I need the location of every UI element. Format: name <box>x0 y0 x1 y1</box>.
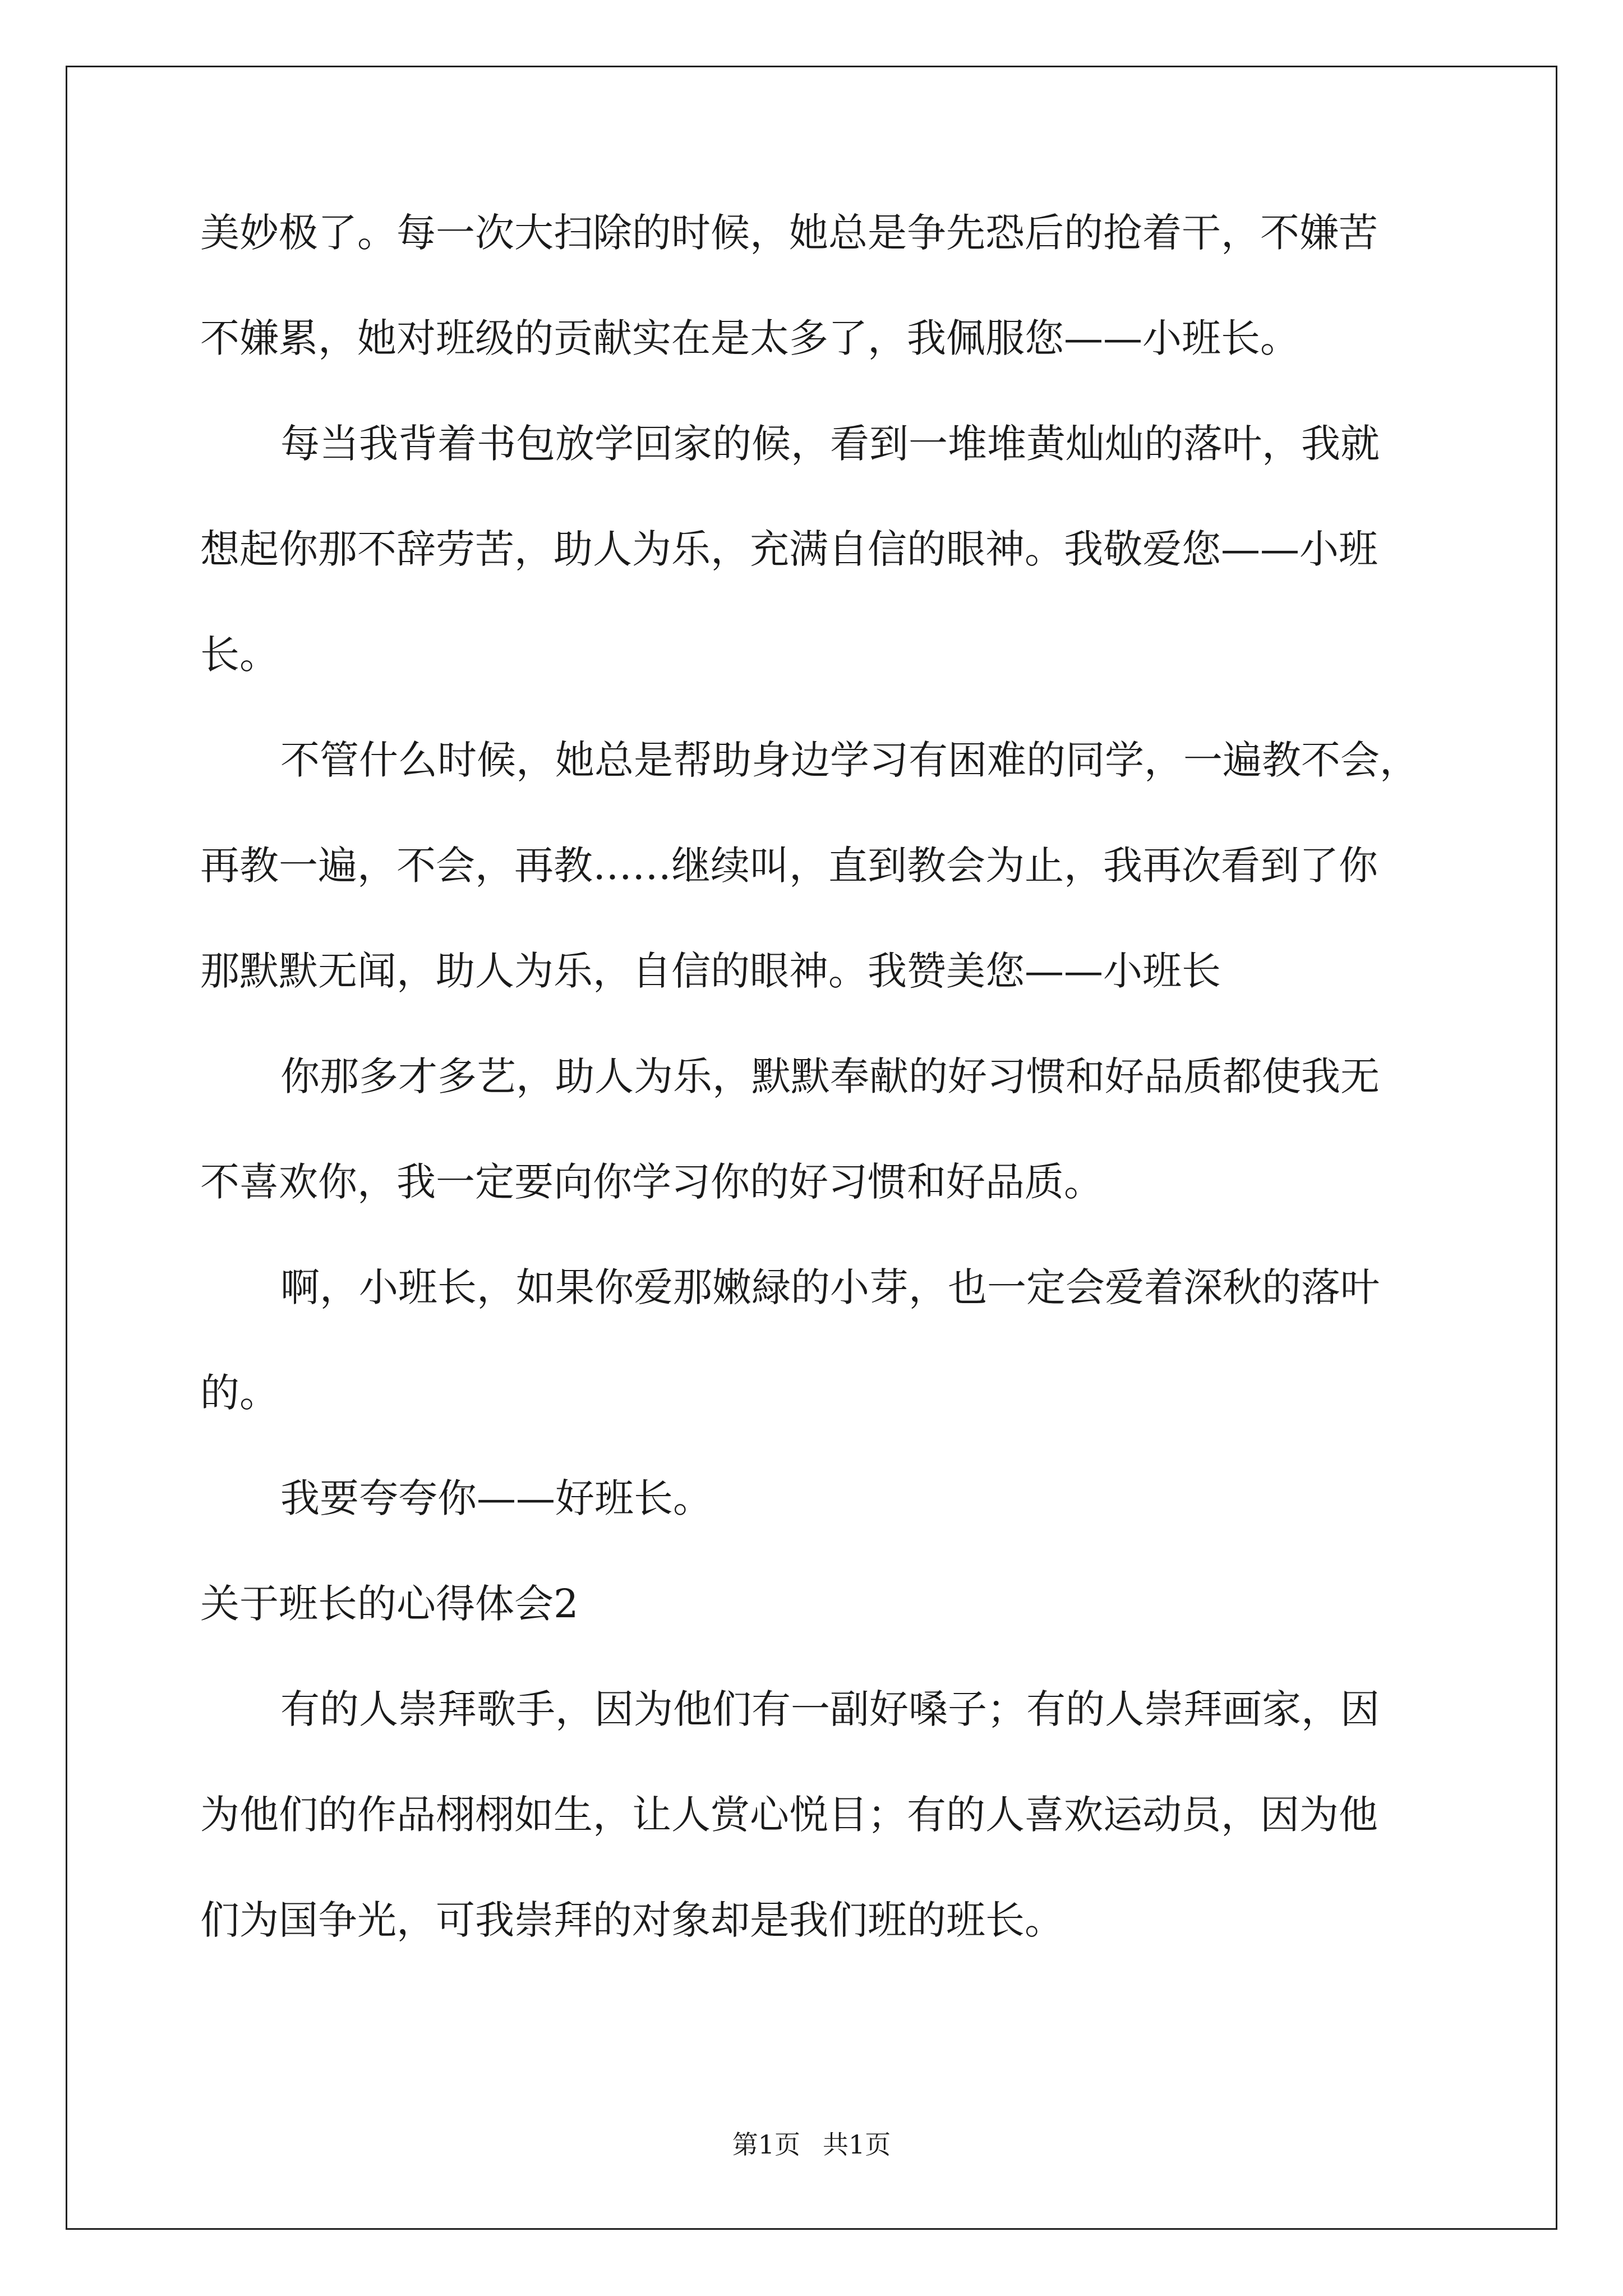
text-line: 我要夸夸你——好班长。 <box>280 1475 712 1521</box>
text-line: 的。 <box>200 1370 279 1416</box>
page-number: 第1页 <box>732 2129 800 2160</box>
text-line: 不喜欢你，我一定要向你学习你的好习惯和好品质。 <box>200 1159 1103 1205</box>
text-line: 再教一遍，不会，再教……继续叫，直到教会为止，我再次看到了你 <box>200 843 1378 889</box>
text-line: 想起你那不辞劳苦，助人为乐，充满自信的眼神。我敬爱您——小班 <box>200 526 1378 572</box>
section-heading: 关于班长的心得体会2 <box>200 1581 579 1627</box>
page-footer <box>0 2129 1623 2160</box>
text-line: 们为国争光，可我崇拜的对象却是我们班的班长。 <box>200 1897 1064 1943</box>
text-line: 不嫌累，她对班级的贡献实在是太多了，我佩服您——小班长。 <box>200 315 1299 361</box>
document-body <box>200 210 1434 2006</box>
text-line: 啊，小班长，如果你爱那嫩緑的小芽，也一定会爱着深秋的落叶 <box>280 1264 1380 1310</box>
text-line: 每当我背着书包放学回家的候，看到一堆堆黄灿灿的落叶，我就 <box>280 421 1380 467</box>
text-line: 有的人崇拜歌手，因为他们有一副好嗓子；有的人崇拜画家，因 <box>280 1686 1380 1732</box>
text-line: 美妙极了。每一次大扫除的时候，她总是争先恐后的抢着干，不嫌苦 <box>200 210 1378 256</box>
text-line: 那默默无闻，助人为乐，自信的眼神。我赞美您——小班长 <box>200 948 1221 994</box>
text-line: 你那多才多艺，助人为乐，默默奉献的好习惯和好品质都使我无 <box>280 1053 1380 1099</box>
text-line: 为他们的作品栩栩如生，让人赏心悦目；有的人喜欢运动员，因为他 <box>200 1792 1378 1838</box>
page-total: 共1页 <box>823 2129 891 2160</box>
text-line: 长。 <box>200 632 279 678</box>
text-line: 不管什么时候，她总是帮助身边学习有困难的同学，一遍教不会， <box>280 737 1419 783</box>
